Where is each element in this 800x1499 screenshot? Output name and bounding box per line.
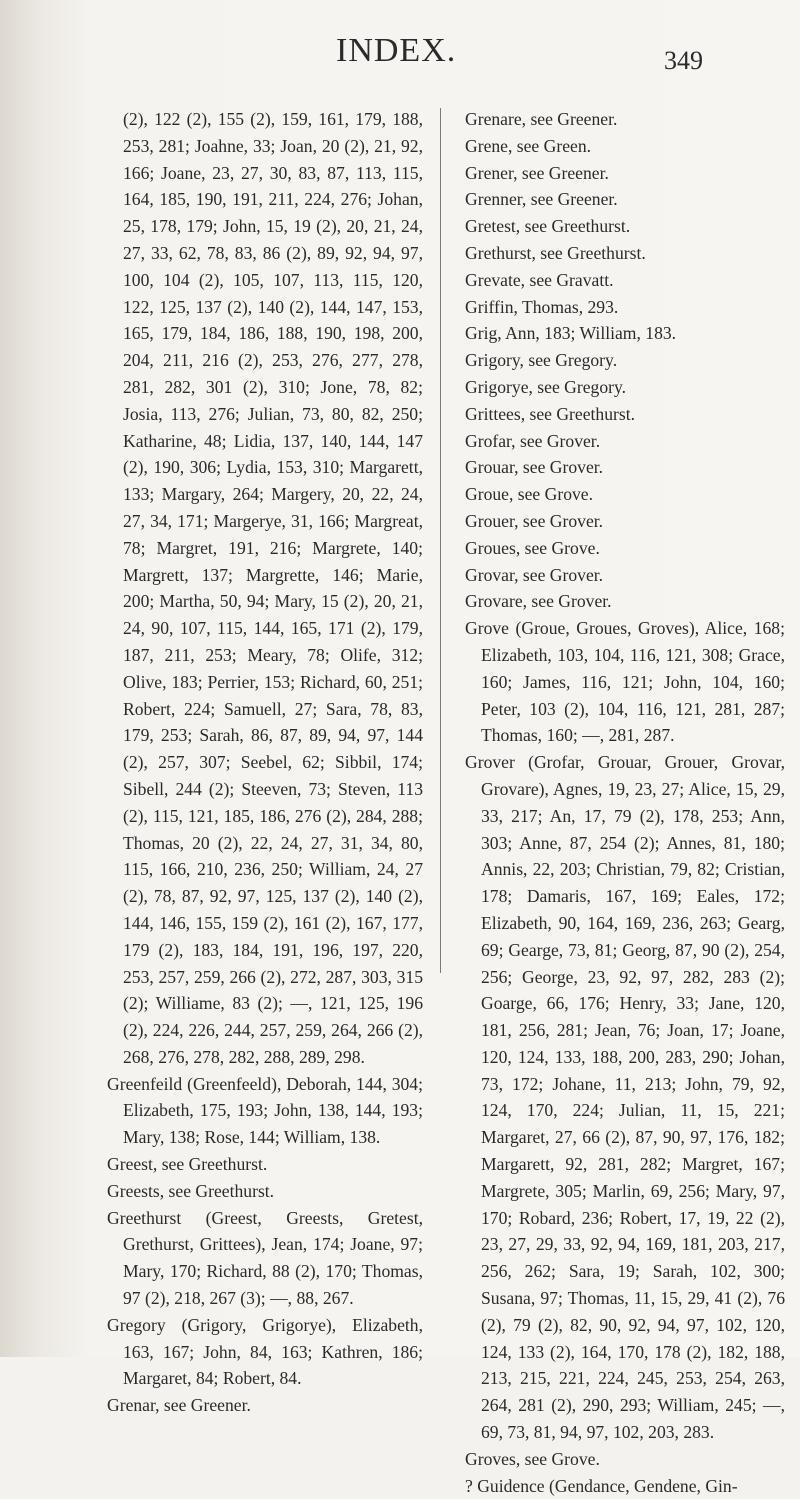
index-entry: Greest, see Greethurst.: [107, 1154, 268, 1175]
index-entry: Grenar, see Greener.: [107, 1395, 251, 1416]
index-entry: Grovar, see Grover.: [465, 564, 604, 585]
index-entry: Grittees, see Greethurst.: [465, 403, 636, 424]
index-entry: Grene, see Green.: [465, 135, 592, 156]
index-entry: Gregory (Grigory, Grigorye), Elizabeth, 163, 167; John, 84, 163; Kathren, 186; Margaret, 84; Robert, 84.: [107, 1314, 423, 1389]
index-entry: Grenare, see Greener.: [465, 109, 618, 129]
index-entry: Greethurst (Greest, Greests, Gretest, Grethurst, Grittees), Jean, 174; Joane, 97; Mary, 170; Richard, 88 (2), 170; Thomas, 97 (2), 218, 267 (3); —, 88, 267.: [107, 1207, 423, 1309]
index-entry: Grethurst, see Greethurst.: [465, 242, 646, 263]
index-entry: Griffin, Thomas, 293.: [465, 296, 619, 317]
index-entry: Grouar, see Grover.: [465, 457, 604, 478]
index-column-left: [107, 106, 423, 1419]
index-entry: Groves, see Grove.: [465, 1448, 600, 1469]
index-entry: Grevate, see Gravatt.: [465, 269, 614, 290]
index-entry: Grener, see Greener.: [465, 162, 609, 183]
index-entry: Groues, see Grove.: [465, 537, 600, 558]
index-entry: Grigory, see Gregory.: [465, 350, 618, 371]
index-entry: ? Guidence (Gendance, Gendene, Gin-: [465, 1475, 738, 1496]
index-entry: Grove (Groue, Groues, Groves), Alice, 168; Elizabeth, 103, 104, 116, 121, 308; Grace, 160; James, 116, 121; John, 104, 160; Peter, 103 (2), 104, 116, 121, 281, 287; Thomas, 160; —, 281, 287.: [465, 618, 785, 746]
index-column-right: [465, 106, 785, 1499]
index-entry: Greenfeild (Greenfeeld), Deborah, 144, 304; Elizabeth, 175, 193; John, 138, 144, 193; Mary, 138; Rose, 144; William, 138.: [107, 1073, 423, 1148]
page-number: 349: [664, 46, 703, 75]
index-entry: Grovare, see Grover.: [465, 591, 612, 612]
page-title: INDEX.: [336, 32, 457, 69]
index-entry: Grofar, see Grover.: [465, 430, 601, 451]
index-entry: Greests, see Greethurst.: [107, 1180, 275, 1201]
index-entry: Gretest, see Greethurst.: [465, 216, 631, 237]
index-entry: Groue, see Grove.: [465, 484, 593, 505]
index-entry: Grig, Ann, 183; William, 183.: [465, 323, 677, 344]
page-header: [0, 32, 800, 92]
index-entry: Grenner, see Greener.: [465, 189, 618, 210]
index-entry: Grigorye, see Gregory.: [465, 376, 627, 397]
index-entry: Grouer, see Grover.: [465, 510, 604, 531]
column-divider: [440, 108, 441, 973]
index-entry: Grover (Grofar, Grouar, Grouer, Grovar, Grovare), Agnes, 19, 23, 27; Alice, 15, 29, 33, 217; An, 17, 79 (2), 178, 253; Ann, 303; Anne, 87, 254 (2); Annes, 81, 180; Annis, 22, 203; Christian, 79, 82; Cristian, 178; Damaris, 167, 169; Eales, 172; Elizabeth, 90, 164, 169, 236, 263; Gearg, 69; Gearge, 73, 81; Georg, 87, 90 (2), 254, 256; George, 23, 92, 97, 282, 283 (2); Goarge, 66, 176; Henry, 33; Jane, 120, 181, 256, 281; Jean, 76; Joan, 17; Joane, 120, 124, 133, 188, 200, 283, 290; Johan, 73, 172; Johane, 11, 213; John, 79, 92, 124, 170, 224; Julian, 11, 15, 221; Margaret, 27, 66 (2), 87, 90, 97, 176, 182; Margarett, 92, 281, 282; Margret, 167; Margrete, 305; Marlin, 69, 256; Mary, 97, 170; Robard, 236; Robert, 17, 19, 22 (2), 23, 27, 29, 33, 92, 94, 169, 181, 203, 217, 256, 262; Sara, 19; Sarah, 102, 300; Susana, 97; Thomas, 11, 15, 29, 41 (2), 76 (2), 79 (2), 82, 90, 92, 94, 97, 102, 120, 124, 133 (2), 164, 170, 178 (2), 182, 188, 213, 215, 221, 224, 245, 253, 254, 263, 264, 281 (2), 290, 293; William, 245; —, 69, 73, 81, 94, 97, 102, 203, 283.: [465, 752, 785, 1443]
index-entry-continuation: (2), 122 (2), 155 (2), 159, 161, 179, 188, 253, 281; Joahne, 33; Joan, 20 (2), 21, 92, 166; Joane, 23, 27, 30, 83, 87, 113, 115, 164, 185, 190, 191, 211, 224, 276; Johan, 25, 178, 179; John, 15, 19 (2), 20, 21, 24, 27, 33, 62, 78, 83, 86 (2), 89, 92, 94, 97, 100, 104 (2), 105, 107, 113, 115, 120, 122, 125, 137 (2), 140 (2), 144, 147, 153, 165, 179, 184, 186, 188, 190, 198, 200, 204, 211, 216 (2), 253, 276, 277, 278, 281, 282, 301 (2), 310; Jone, 78, 82; Josia, 113, 276; Julian, 73, 80, 82, 250; Katharine, 48; Lidia, 137, 140, 144, 147 (2), 190, 306; Lydia, 153, 310; Margarett, 133; Margary, 264; Margery, 20, 22, 24, 27, 34, 171; Margerye, 31, 166; Margreat, 78; Margret, 191, 216; Margrete, 140; Margrett, 137; Margrette, 146; Marie, 200; Martha, 50, 94; Mary, 15 (2), 20, 21, 24, 90, 107, 115, 144, 165, 171 (2), 179, 187, 211, 253; Meary, 78; Olife, 312; Olive, 183; Perrier, 153; Richard, 60, 251; Robert, 224; Samuell, 27; Sara, 78, 83, 179, 253; Sarah, 86, 87, 89, 94, 97, 144 (2), 257, 307; Seebel, 62; Sibbil, 174; Sibell, 244 (2); Steeven, 73; Steven, 113 (2), 115, 121, 185, 186, 276 (2), 284, 288; Thomas, 20 (2), 22, 24, 27, 31, 34, 80, 115, 166, 210, 236, 250; William, 24, 27 (2), 78, 87, 92, 97, 125, 137 (2), 140 (2), 144, 146, 155, 159 (2), 161 (2), 167, 177, 179 (2), 183, 184, 191, 196, 197, 220, 253, 257, 259, 266 (2), 272, 287, 303, 315 (2); Williame, 83 (2); —, 121, 125, 196 (2), 224, 226, 244, 257, 259, 264, 266 (2), 268, 276, 278, 282, 288, 289, 298.: [123, 109, 423, 1067]
